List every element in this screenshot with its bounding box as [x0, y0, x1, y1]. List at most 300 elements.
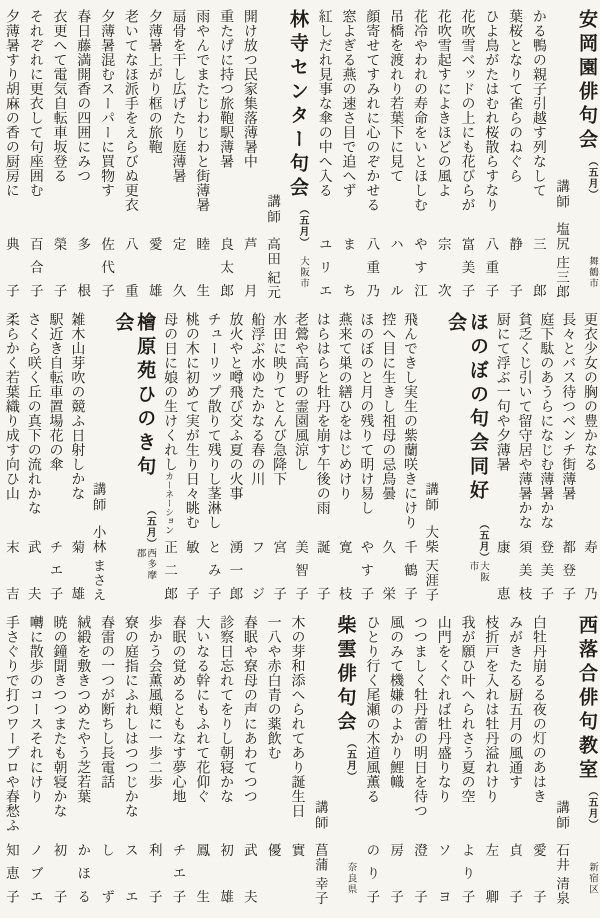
haiku-author: 優: [265, 843, 281, 857]
haiku-author: のり子: [364, 843, 380, 903]
haiku-text: [25, 312, 41, 515]
haiku-text: [314, 312, 330, 515]
section-header: [423, 312, 488, 606]
haiku-author: ユリエ: [316, 237, 332, 297]
haiku-author: 良太郎: [218, 237, 234, 297]
haiku-text-main: 開け放つ民家集落薄暑中: [241, 9, 257, 169]
haiku-column: [51, 9, 67, 303]
section-header: [90, 312, 155, 606]
haiku-author: 末吉: [3, 540, 19, 600]
haiku-column: [387, 9, 403, 303]
haiku-text: [483, 9, 499, 212]
haiku-text-main: 燕来て巣の繕ひをはじめけり: [336, 312, 352, 501]
haiku-text: [459, 9, 475, 212]
haiku-author: より子: [459, 843, 475, 903]
haiku-author: とみ子: [205, 540, 221, 600]
haiku-author: 宗次: [435, 237, 451, 297]
haiku-column: [364, 9, 380, 303]
haiku-column: [3, 615, 19, 909]
haiku-column: [358, 312, 374, 606]
haiku-author: しず: [99, 843, 115, 903]
haiku-column: [364, 615, 380, 909]
haiku-column: [483, 9, 499, 303]
haiku-column: [227, 312, 243, 606]
haiku-author: ソヨ: [435, 843, 451, 903]
haiku-column: [194, 9, 210, 303]
haiku-text: [459, 615, 475, 804]
haiku-author: スエ: [122, 843, 138, 903]
haiku-author: 澄子: [411, 843, 427, 903]
haiku-text: [69, 312, 85, 501]
haiku-author: 愛雄: [146, 237, 162, 297]
haiku-author: やす子: [358, 540, 374, 600]
lecturer-column: [313, 615, 328, 909]
haiku-column: [530, 9, 546, 303]
haiku-text: [364, 615, 380, 804]
haiku-text: [316, 9, 332, 198]
haiku-column: [170, 9, 186, 303]
haiku-author: 利子: [146, 843, 162, 903]
haiku-text-main: 衣更へて電気自転車坂登る: [51, 9, 67, 183]
section-month: （五月）: [296, 204, 308, 248]
haiku-column: [122, 9, 138, 303]
haiku-author: 武夫: [25, 540, 41, 600]
haiku-text-main: 貧乏くじ引いて留守居や薄暑かな: [516, 312, 532, 530]
haiku-text: [27, 615, 43, 804]
haiku-column: [314, 312, 330, 606]
haiku-column: [316, 9, 332, 303]
haiku-text-main: 紅しだれ見事な傘の中へ入る: [316, 9, 332, 198]
haiku-text: [3, 615, 19, 833]
haiku-column: [435, 615, 451, 909]
haiku-author: 芦月: [241, 237, 257, 297]
haiku-text: [98, 9, 114, 198]
haiku-text: [194, 615, 210, 804]
haiku-author: 睦生: [194, 237, 210, 297]
section-title: 檜原苑ひのき句会: [112, 312, 156, 480]
haiku-text-main: かる鴨の親子引越す列なして: [530, 9, 546, 198]
location-label: 西多摩郡: [134, 548, 156, 582]
haiku-author: 貞子: [507, 843, 523, 903]
lecturer-role-label: 講師: [554, 179, 570, 211]
haiku-text: [146, 9, 162, 154]
haiku-text-main: 吊橋を渡れり若葉下に見て: [388, 9, 404, 183]
haiku-text-main: 放火やと噂飛び交ふ夏の火事: [227, 312, 243, 501]
haiku-column: [459, 9, 475, 303]
haiku-text: [364, 9, 380, 212]
haiku-text-main: 大いなる幹にもふれて花仰ぐ: [194, 615, 210, 804]
haiku-author: 宮子: [271, 540, 287, 600]
haiku-column: [51, 615, 67, 909]
haiku-text-main: 花吹雪ベッドの上にも花びらが: [459, 9, 475, 212]
haiku-column: [516, 312, 532, 606]
section-month: （五月）: [144, 504, 156, 549]
haiku-author: 左卿: [483, 843, 499, 903]
haiku-text-main: 顔寄せてすみれに心のぞかせる: [364, 9, 380, 212]
haiku-text: [183, 312, 199, 530]
haiku-text-main: 暁の鐘聞きつつまたも朝寝かな: [51, 615, 67, 818]
haiku-text-main: ひとり行く尾瀬の木道風薫る: [364, 615, 380, 804]
haiku-text-main: 夕薄暑混むスーパーに買物す: [99, 9, 115, 198]
haiku-column: [241, 615, 257, 909]
haiku-text: [411, 615, 427, 818]
lecturer-role-label: 講師: [265, 193, 281, 225]
haiku-text: [227, 312, 243, 501]
haiku-text: [358, 312, 374, 515]
haiku-column: [249, 312, 265, 606]
haiku-text-main: 葉桜となりて雀らのねぐら: [507, 9, 523, 183]
haiku-column: [340, 9, 356, 303]
haiku-text: [194, 9, 210, 212]
haiku-text-main: 雑木山芽吹の競ふ日射しかな: [69, 312, 85, 501]
haiku-column: [411, 9, 427, 303]
haiku-author: 愛子: [530, 843, 546, 903]
haiku-text-main: 木の芽和添へられてあり誕生日: [289, 615, 305, 818]
haiku-text: [75, 615, 91, 804]
haiku-text: [387, 9, 403, 183]
haiku-text-main: 扇骨を干し広げたり庭薄暑: [170, 9, 186, 183]
haiku-column: [75, 615, 91, 909]
section-header: [313, 615, 356, 909]
section-month: （五月）: [344, 738, 356, 782]
section-title: 林寺センター句会: [286, 9, 308, 201]
haiku-column: [380, 312, 396, 606]
haiku-text: [581, 312, 597, 472]
haiku-text: [292, 312, 308, 472]
haiku-text: [380, 312, 396, 501]
section-header: [265, 9, 308, 303]
haiku-author: かほる: [75, 843, 91, 903]
haiku-text-main: 風のみて機嫌のよかり鯉幟: [388, 615, 404, 789]
haiku-column: [3, 312, 19, 606]
haiku-text-main: 我が願ひ叶へられさう夏の空: [459, 615, 475, 804]
haiku-author: 八重子: [483, 237, 499, 297]
haiku-column: [483, 615, 499, 909]
haiku-column: [265, 615, 281, 909]
haiku-text-main: 柔らかく若葉織り成す向ひ山: [3, 312, 19, 501]
haiku-author: 百合子: [27, 237, 43, 297]
haiku-text: [265, 615, 281, 760]
haiku-author: 多根: [75, 237, 91, 297]
lecturer-column: [554, 9, 569, 303]
section-title-column: [575, 615, 597, 909]
section-title-column: [444, 312, 488, 606]
location-label: 大阪市: [467, 560, 488, 583]
haiku-text-main: 庭下駄のあうらになじむ薄暑かな: [538, 312, 554, 530]
haiku-author: フジ: [249, 540, 265, 600]
haiku-author: 寿乃: [582, 540, 597, 600]
haiku-column: [183, 312, 199, 606]
haiku-text: [435, 615, 451, 804]
lecturer-name: 塩尻 庄三郎: [554, 222, 570, 299]
haiku-text: [483, 615, 499, 804]
lecturer-column: [423, 312, 438, 606]
haiku-column: [161, 312, 177, 606]
haiku-author: 康恵: [494, 540, 510, 600]
haiku-text-main: 駅近き自転車置場花の傘: [47, 312, 63, 472]
haiku-text: [336, 312, 352, 501]
haiku-text: [249, 312, 265, 486]
location-label: 新宿区: [587, 862, 597, 895]
location-label: 奈良県: [345, 862, 356, 895]
lecturer-name: 石井 清泉: [554, 842, 570, 905]
haiku-text-main: 雨やんでまたじわじわと街薄暑: [194, 9, 210, 212]
haiku-author: 八重: [122, 237, 138, 297]
haiku-text: [516, 312, 532, 530]
haiku-text: [75, 9, 91, 183]
haiku-text: [27, 9, 43, 198]
haiku-author: 登美子: [538, 540, 554, 600]
haiku-column: [194, 615, 210, 909]
haiku-author: 定久: [170, 237, 186, 297]
haiku-author: 典子: [3, 237, 19, 297]
haiku-text: [205, 312, 221, 530]
haiku-text-main: 母の日に娘の生けくれし: [162, 312, 178, 472]
haiku-author: 房子: [388, 843, 404, 903]
haiku-column: [205, 312, 221, 606]
lecturer-name: 大柴 天涯子: [423, 525, 439, 602]
lecturer-role-label: 講師: [90, 482, 106, 514]
haiku-text: [217, 615, 233, 804]
haiku-author: やす江: [411, 237, 427, 297]
haiku-author: 誕子: [314, 540, 330, 600]
section-title-column: [286, 9, 308, 303]
haiku-text: [98, 615, 114, 789]
haiku-text-main: 老鶯や高野の霊園風涼し: [292, 312, 308, 472]
location-label: 大阪市: [297, 256, 308, 289]
haiku-text-main: 春日藤満開香の四囲にみつ: [75, 9, 91, 183]
location-label: 舞鶴市: [587, 256, 597, 289]
haiku-text: [560, 312, 576, 501]
haiku-column: [336, 312, 352, 606]
haiku-text: [340, 9, 356, 198]
haiku-text: [3, 312, 19, 501]
haiku-text-main: 更衣少女の胸の豊かなる: [582, 312, 597, 472]
lecturer-column: [554, 615, 569, 909]
haiku-column: [27, 9, 43, 303]
haiku-text: [530, 9, 546, 198]
section-title: 安岡園俳句会: [576, 9, 597, 153]
haiku-column: [435, 9, 451, 303]
haiku-text-main: 白牡丹崩るる夜の灯のあはき: [530, 615, 546, 804]
haiku-text: [122, 9, 138, 212]
haiku-column: [98, 9, 114, 303]
haiku-text-main: はらはらと牡丹を崩す午後の雨: [314, 312, 330, 515]
haiku-text: [506, 615, 522, 789]
haiku-column: [122, 615, 138, 909]
haiku-author: 榮子: [51, 237, 67, 297]
haiku-text: [289, 615, 305, 818]
haiku-column: [270, 312, 286, 606]
haiku-text: [401, 312, 417, 530]
haiku-text-main: 窓よぎる燕の速さ目で追へず: [340, 9, 356, 198]
haiku-author: 久栄: [380, 540, 396, 600]
haiku-column: [494, 312, 510, 606]
haiku-column: [47, 312, 63, 606]
haiku-text-main: 春眠の覚めるともなす夢心地: [170, 615, 186, 804]
haiku-text: [51, 9, 67, 183]
haiku-text-main: みがきたる厨五月の風通す: [507, 615, 523, 789]
haiku-text-main: さくら咲く丘の真下の流れかな: [25, 312, 41, 515]
haiku-column: [27, 615, 43, 909]
section-title: ほのぼの句会同好会: [445, 312, 488, 504]
haiku-column: [581, 312, 597, 606]
haiku-author: 初雄: [218, 843, 234, 903]
haiku-column: [75, 9, 91, 303]
section-header: [554, 9, 597, 303]
lecturer-name: 小林 まさえ: [90, 525, 106, 602]
haiku-text-main: ひよ鳥がたはむれ桜散らすなり: [483, 9, 499, 212]
haiku-author: チエ子: [170, 843, 186, 903]
haiku-text: [47, 312, 63, 472]
haiku-column: [387, 615, 403, 909]
section-month: （五月）: [586, 156, 597, 200]
haiku-column: [170, 615, 186, 909]
section-title-column: [575, 9, 597, 303]
haiku-author: 敏子: [183, 540, 199, 600]
haiku-text: [122, 615, 138, 818]
haiku-text-main: 水田に映りてとんび急降下: [271, 312, 287, 486]
haiku-text-main: 夕薄暑すり胡麻の香の厨房に: [3, 9, 19, 198]
haiku-author: 八重乃: [364, 237, 380, 297]
haiku-author: 須美枝: [516, 540, 532, 600]
section-title: 西落合俳句教室: [576, 615, 597, 783]
haiku-author: 鳳生: [194, 843, 210, 903]
haiku-author: チエ子: [47, 540, 63, 600]
haiku-text-main: 枝折戸を入れは牡丹溢れけり: [483, 615, 499, 804]
haiku-text-main: 夕薄暑上がり框の旅鞄: [146, 9, 162, 154]
haiku-column: [25, 312, 41, 606]
haiku-column: [289, 615, 305, 909]
haiku-column: [530, 615, 546, 909]
haiku-author: 三郎: [530, 237, 546, 297]
lecturer-name: 高田 紀元: [265, 236, 281, 299]
haiku-text-main: つつましく牡丹蕾の明日を待つ: [411, 615, 427, 818]
lecturer-role-label: 講師: [312, 799, 328, 831]
haiku-text: [494, 312, 510, 472]
section-month: （五月）: [476, 519, 488, 564]
section-title-column: [334, 615, 356, 909]
haiku-text-main: 船浮ぶ水ゆたかなる春の川: [249, 312, 265, 486]
haiku-text-main: 控へ目に生きし祖母の忌鳥曇: [380, 312, 396, 501]
haiku-column: [241, 9, 257, 303]
haiku-author: 寛枝: [336, 540, 352, 600]
text-band-bottom: [3, 615, 597, 909]
lecturer-role-label: 講師: [423, 482, 439, 514]
haiku-column: [538, 312, 554, 606]
haiku-text-main: 春眠や寮母の声にあわてつつ: [241, 615, 257, 804]
section-title-column: [112, 312, 156, 606]
haiku-text-main: 山門をくぐれば牡丹盛りなり: [435, 615, 451, 804]
haiku-text: [146, 615, 162, 789]
haiku-text: [387, 615, 403, 789]
haiku-text-main: 春雷の一つが断ちし長電話: [99, 615, 115, 789]
haiku-text-main: 飛んできし実生の紫蘭咲きにけり: [402, 312, 417, 530]
haiku-text-main: 花冷やわれの寿命をいとほしむ: [411, 9, 427, 212]
haiku-text-main: それぞれに更衣して句座囲む: [27, 9, 43, 198]
section-month: （五月）: [586, 786, 597, 830]
haiku-text: [170, 9, 186, 183]
haiku-column: [146, 615, 162, 909]
haiku-text: [530, 615, 546, 804]
haiku-text-main: 手さぐりで打つワープロや春愁ふ: [3, 615, 19, 833]
haiku-author: 初子: [51, 843, 67, 903]
haiku-text: [51, 615, 67, 818]
haiku-column: [506, 615, 522, 909]
haiku-column: [292, 312, 308, 606]
haiku-column: [459, 615, 475, 909]
haiku-author: まち: [340, 237, 356, 297]
haiku-column: [411, 615, 427, 909]
haiku-text-main: ほのぼのと月の残りて明け易し: [358, 312, 374, 515]
haiku-text-main: 桃の木に初めて実が生り日々眺む: [183, 312, 199, 530]
haiku-text: [3, 9, 19, 198]
haiku-author: ノブエ: [27, 843, 43, 903]
haiku-column: [146, 9, 162, 303]
haiku-author: 富美子: [459, 237, 475, 297]
haiku-column: [69, 312, 85, 606]
haiku-text-main: 長々とバス待つベンチ街薄暑: [560, 312, 576, 501]
haiku-author: 佐代子: [99, 237, 115, 297]
haiku-text-main: 厨にて浮ぶ一句や夕薄暑: [494, 312, 510, 472]
haiku-text-main: 囀に散歩のコースそれにけり: [27, 615, 43, 804]
haiku-text: [411, 9, 427, 212]
haiku-text: [217, 9, 233, 169]
lecturer-role-label: 講師: [554, 799, 570, 831]
haiku-author: 武夫: [241, 843, 257, 903]
lecturer-column: [90, 312, 105, 606]
haiku-text: [161, 312, 177, 535]
haiku-text-main: 診察日忘れてをりし朝寝かな: [218, 615, 234, 804]
text-band-top: [3, 9, 597, 303]
section-title: 柴雲俳句会: [334, 615, 356, 735]
haiku-column: [401, 312, 417, 606]
haiku-text-small: カーネーション: [164, 471, 175, 535]
haiku-column: [98, 615, 114, 909]
haiku-author: 都登子: [560, 540, 576, 600]
haiku-text: [170, 615, 186, 804]
haiku-column: [506, 9, 522, 303]
haiku-text: [506, 9, 522, 183]
haiku-author: 知恵子: [3, 843, 19, 903]
haiku-text-main: 絨緞を敷きつめたやう芝若葉: [75, 615, 91, 804]
haiku-text-main: 重たげに持つ旅鞄駅薄暑: [218, 9, 234, 169]
haiku-author: 千鶴子: [402, 540, 417, 600]
haiku-text: [241, 9, 257, 169]
haiku-column: [217, 9, 233, 303]
haiku-text: [241, 615, 257, 804]
section-header: [554, 615, 597, 909]
haiku-column: [3, 9, 19, 303]
haiku-author: ハル: [388, 237, 404, 297]
text-band-middle: [3, 312, 597, 606]
haiku-column: [560, 312, 576, 606]
lecturer-column: [265, 9, 280, 303]
haiku-text: [435, 9, 451, 198]
haiku-author: 美智子: [292, 540, 308, 600]
haiku-author: 静子: [507, 237, 523, 297]
lecturer-name: 菖蒲 幸子: [312, 842, 328, 905]
haiku-column: [217, 615, 233, 909]
haiku-text-main: 歩かう会薫風頬に一歩二歩: [146, 615, 162, 789]
haiku-text-main: 一八や赤白青の薬飲む: [265, 615, 281, 760]
haiku-author: 湧一郎: [227, 540, 243, 600]
haiku-author: 實: [289, 843, 305, 857]
haiku-text-main: チューリップ散りて残りし茎淋し: [205, 312, 221, 530]
haiku-author: 正二郎: [162, 540, 178, 600]
haiku-text-main: 寮の庭指にふれしはつつじかな: [122, 615, 138, 818]
haiku-text-main: 花吹雪起すによきほどの風よ: [435, 9, 451, 198]
